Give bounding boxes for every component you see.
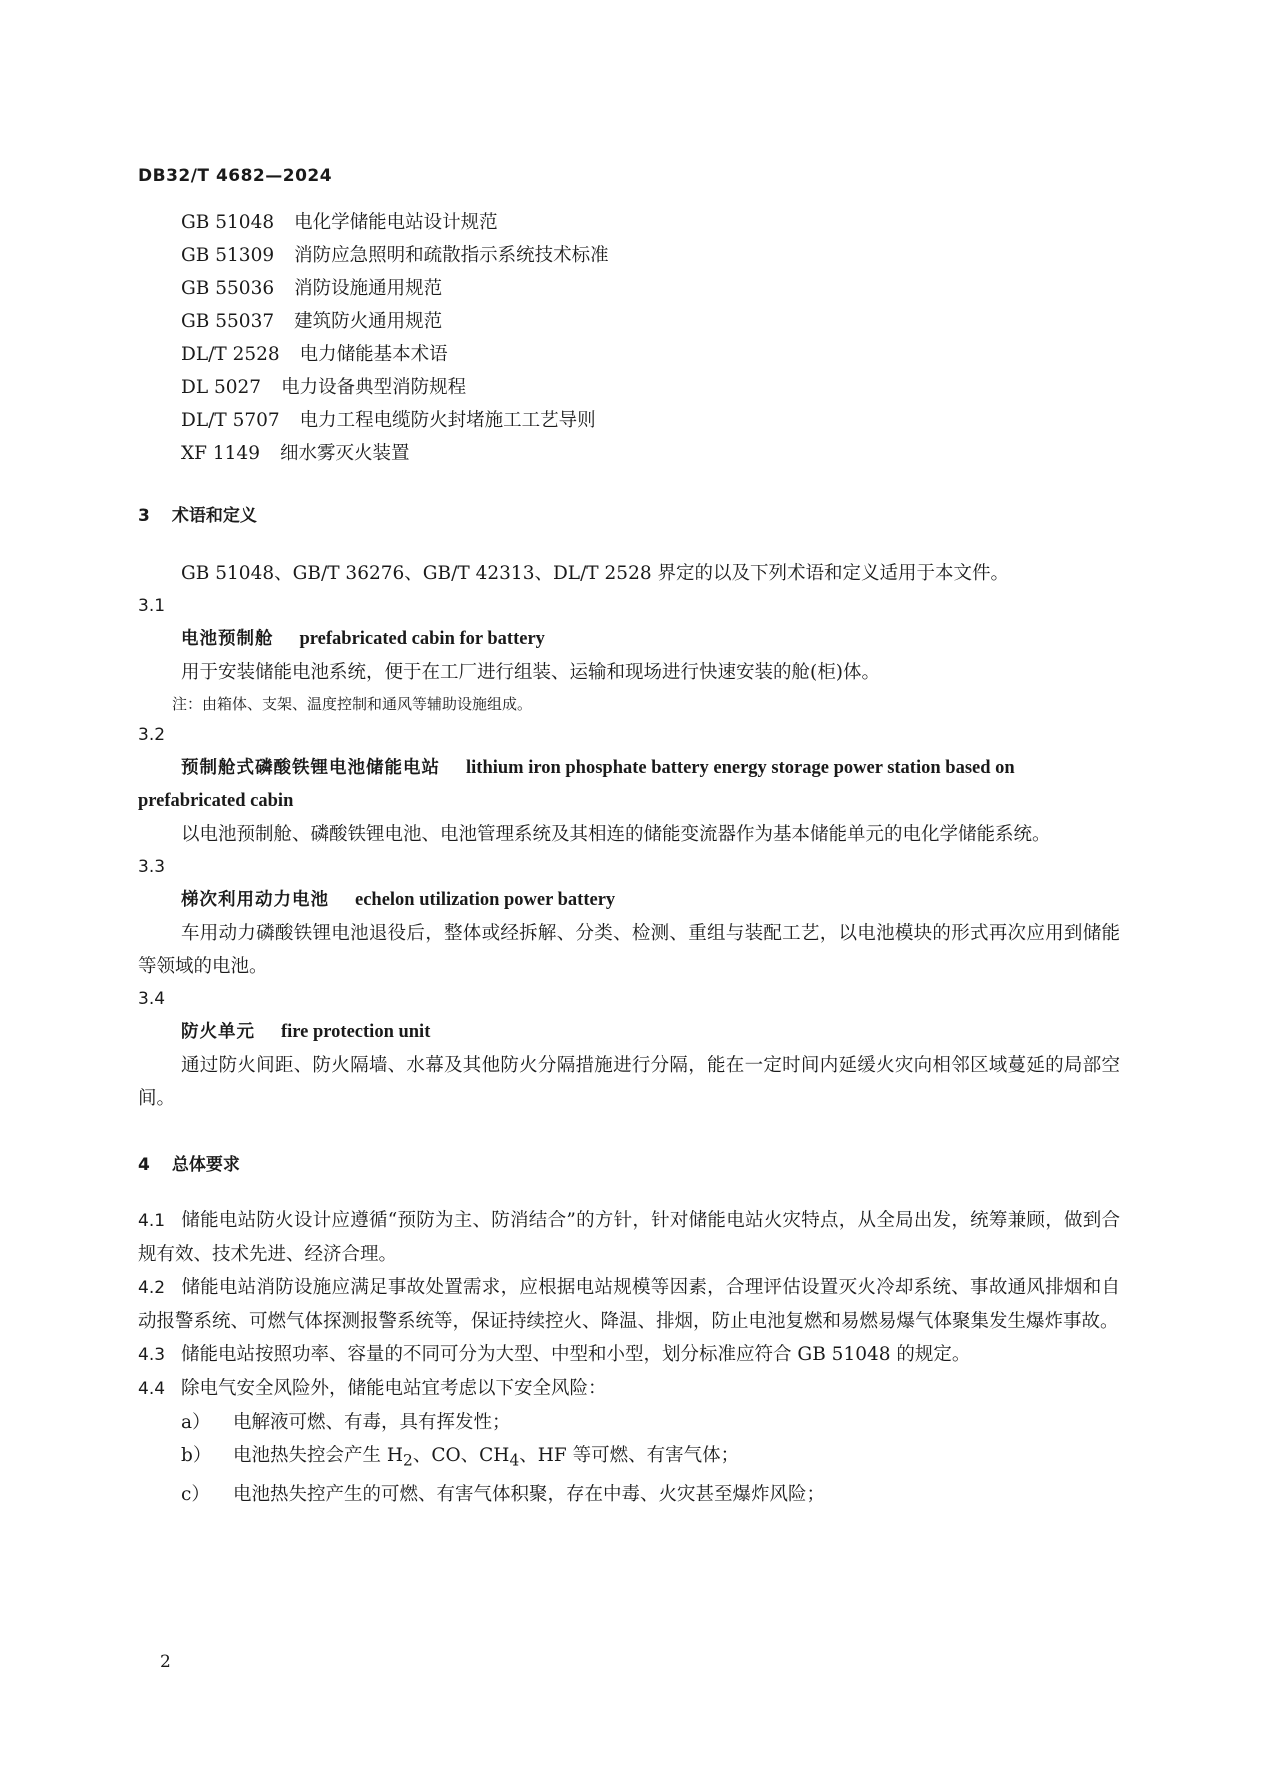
section-title: 总体要求 xyxy=(171,1155,240,1175)
term-heading xyxy=(138,1016,1120,1049)
term-definition: 用于安装储能电池系统，便于在工厂进行组装、运输和现场进行快速安装的舱(柜)体。 xyxy=(181,662,880,683)
reference-item xyxy=(138,305,1120,338)
requirement-item xyxy=(138,1338,1120,1372)
list-item xyxy=(138,1478,1120,1511)
requirement-number: 4.3 xyxy=(138,1345,166,1365)
document-number: DB32/T 4682—2024 xyxy=(138,166,333,186)
reference-item xyxy=(138,338,1120,371)
reference-title: 电力设备典型消防规程 xyxy=(281,377,467,398)
term-english: echelon utilization power battery xyxy=(355,890,616,910)
term-heading xyxy=(138,884,1120,917)
term-definition: 车用动力磷酸铁锂电池退役后，整体或经拆解、分类、检测、重组与装配工艺，以电池模块的形式再次应用到储能等领域的电池。 xyxy=(138,923,1120,977)
reference-title: 消防设施通用规范 xyxy=(294,278,443,299)
reference-code: DL/T 5707 xyxy=(181,410,280,431)
requirement-number: 4.4 xyxy=(138,1379,166,1399)
term-chinese: 预制舱式磷酸铁锂电池储能电站 xyxy=(181,758,440,778)
term-entry xyxy=(138,851,1120,983)
list-label: a） xyxy=(181,1412,211,1433)
reference-item xyxy=(138,272,1120,305)
list-label: c） xyxy=(181,1483,210,1505)
requirement-item xyxy=(138,1372,1120,1406)
list-text: 电池热失控产生的可燃、有害气体积聚，存在中毒、火灾甚至爆炸风险； xyxy=(233,1483,826,1505)
list-item xyxy=(138,1439,1120,1478)
reference-code: GB 51309 xyxy=(181,245,275,266)
requirement-number: 4.1 xyxy=(138,1211,166,1231)
requirement-item xyxy=(138,1204,1120,1271)
reference-item xyxy=(138,404,1120,437)
list-item xyxy=(138,1406,1120,1439)
reference-item xyxy=(138,437,1120,470)
reference-title: 电化学储能电站设计规范 xyxy=(294,212,498,233)
reference-title: 建筑防火通用规范 xyxy=(294,311,443,332)
requirement-text: 除电气安全风险外，储能电站宜考虑以下安全风险： xyxy=(181,1378,607,1399)
section-heading-3 xyxy=(138,500,1120,533)
term-entry xyxy=(138,590,1120,719)
normative-references xyxy=(138,206,1120,470)
list-text: 电解液可燃、有毒，具有挥发性； xyxy=(233,1412,511,1433)
term-heading xyxy=(138,623,1120,656)
term-english: prefabricated cabin for battery xyxy=(299,629,545,649)
term-heading xyxy=(138,752,1120,818)
term-number: 3.2 xyxy=(138,725,166,745)
section-number: 4 xyxy=(138,1155,150,1175)
requirement-text: 储能电站按照功率、容量的不同可分为大型、中型和小型，划分标准应符合 GB 51048 的规定。 xyxy=(181,1344,971,1365)
list-label: b） xyxy=(181,1445,212,1466)
requirement-item xyxy=(138,1271,1120,1338)
requirement-text: 储能电站防火设计应遵循“预防为主、防消结合”的方针，针对储能电站火灾特点，从全局出发，统筹兼顾，做到合规有效、技术先进、经济合理。 xyxy=(138,1210,1120,1265)
reference-title: 消防应急照明和疏散指示系统技术标准 xyxy=(294,245,609,266)
term-definition: 以电池预制舱、磷酸铁锂电池、电池管理系统及其相连的储能变流器作为基本储能单元的电化学储能系统。 xyxy=(181,824,1051,845)
list-text-mid: 、CO、CH xyxy=(412,1445,510,1466)
term-entry xyxy=(138,983,1120,1115)
reference-title: 电力储能基本术语 xyxy=(299,344,448,365)
term-number: 3.4 xyxy=(138,989,166,1009)
section-title: 术语和定义 xyxy=(171,506,257,526)
ch4-subscript: 4 xyxy=(509,1451,520,1470)
requirement-text: 储能电站消防设施应满足事故处置需求，应根据电站规模等因素，合理评估设置灭火冷却系统、事故通风排烟和自动报警系统、可燃气体探测报警系统等，保证持续控火、降温、排烟，防止电池复燃和易燃易爆气体聚集发生爆炸事故。 xyxy=(138,1277,1120,1332)
requirement-number: 4.2 xyxy=(138,1278,166,1298)
reference-item xyxy=(138,206,1120,239)
term-number: 3.1 xyxy=(138,596,166,616)
section-heading-4 xyxy=(138,1149,1120,1182)
reference-code: GB 55036 xyxy=(181,278,275,299)
term-note: 注：由箱体、支架、温度控制和通风等辅助设施组成。 xyxy=(172,695,533,713)
reference-item xyxy=(138,239,1120,272)
page-number: 2 xyxy=(160,1652,171,1672)
reference-title: 电力工程电缆防火封堵施工工艺导则 xyxy=(299,410,596,431)
term-english: lithium iron phosphate battery energy storage power station based on prefabricated cabin xyxy=(138,758,1015,811)
reference-title: 细水雾灭火装置 xyxy=(279,443,410,464)
list-text-pre: 电池热失控会产生 H xyxy=(233,1445,404,1466)
section-intro: GB 51048、GB/T 36276、GB/T 42313、DL/T 2528 界定的以及下列术语和定义适用于本文件。 xyxy=(181,563,1009,584)
reference-code: DL 5027 xyxy=(181,377,262,398)
h2-subscript: 2 xyxy=(403,1451,413,1470)
term-number: 3.3 xyxy=(138,857,166,877)
reference-code: GB 55037 xyxy=(181,311,275,332)
term-english: fire protection unit xyxy=(281,1022,431,1042)
term-chinese: 梯次利用动力电池 xyxy=(181,890,329,910)
section-number: 3 xyxy=(138,506,150,526)
term-chinese: 电池预制舱 xyxy=(181,629,274,649)
list-text-post: 、HF 等可燃、有害气体； xyxy=(519,1445,740,1466)
reference-item xyxy=(138,371,1120,404)
term-chinese: 防火单元 xyxy=(181,1022,255,1042)
reference-code: XF 1149 xyxy=(181,443,260,464)
reference-code: GB 51048 xyxy=(181,212,275,233)
term-definition: 通过防火间距、防火隔墙、水幕及其他防火分隔措施进行分隔，能在一定时间内延缓火灾向相邻区域蔓延的局部空间。 xyxy=(138,1055,1120,1109)
reference-code: DL/T 2528 xyxy=(181,344,280,365)
term-entry xyxy=(138,719,1120,851)
document-body xyxy=(138,206,1120,1511)
